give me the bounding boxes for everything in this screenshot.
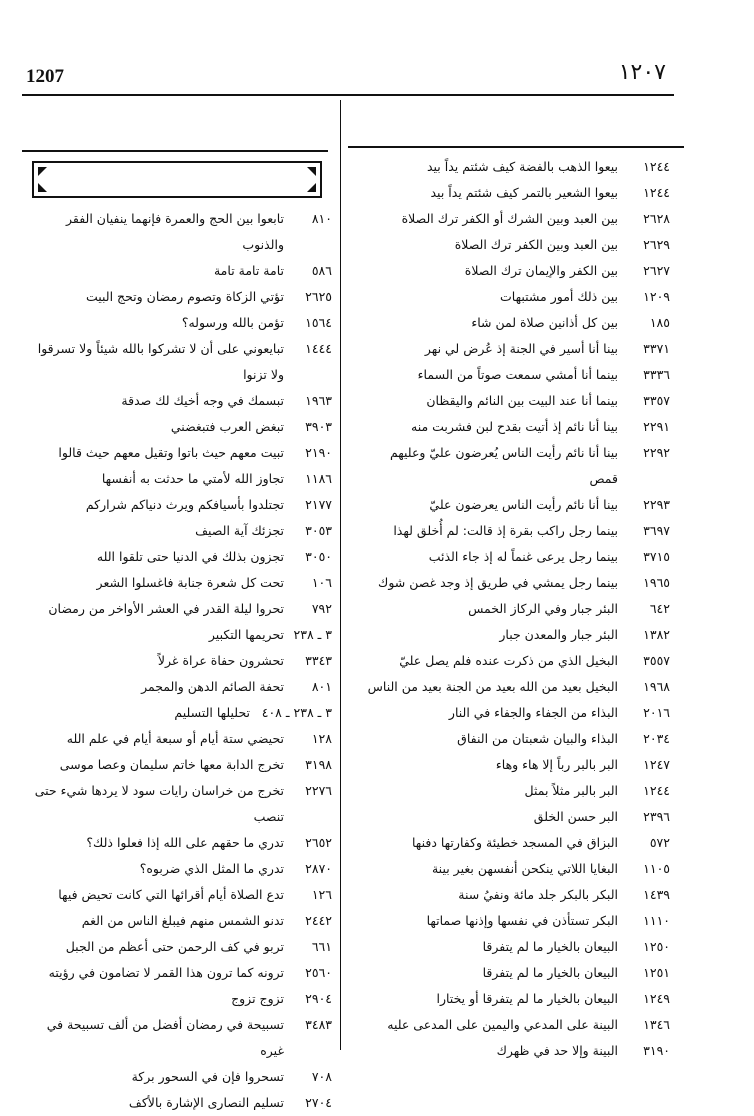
index-entry: [28, 986, 332, 1012]
entry-number: ٢٢٧٦: [305, 783, 332, 798]
index-entry: [28, 622, 332, 648]
index-entry: [360, 856, 670, 882]
entry-text: بين العبد وبين الكفر ترك الصلاة: [454, 237, 618, 252]
entry-number: ٨١٠: [311, 211, 332, 226]
entry-number: ٢٢٩٣: [643, 497, 670, 512]
entry-number: ٢٤٤٢: [305, 913, 332, 928]
entry-number: ١٥٦٤: [305, 315, 332, 330]
index-entry: [360, 258, 670, 284]
entry-text: تدري ما حقهم على الله إذا فعلوا ذلك؟: [86, 835, 284, 850]
entry-number: ١٣٤٦: [643, 1017, 670, 1032]
index-entry: [28, 1090, 332, 1116]
index-entry: [28, 674, 332, 700]
entry-text: بينا أنا أسير في الجنة إذ عُرض لي نهر: [424, 341, 618, 356]
index-entry: [360, 882, 670, 908]
entry-number: ٢٥٦٠: [305, 965, 332, 980]
entry-number: ١٢٥١: [643, 965, 670, 980]
index-entry: [360, 336, 670, 362]
index-entry: [28, 778, 332, 830]
entry-number: ٢٧٠٤: [305, 1095, 332, 1110]
entry-number: ١٢٦: [311, 887, 332, 902]
entry-text: البيعان بالخيار ما لم يتفرقا: [482, 939, 618, 954]
entry-text: بيعوا الذهب بالفضة كيف شئتم يداً بيد: [426, 159, 618, 174]
entry-number: ٢٦٢٩: [643, 237, 670, 252]
index-entry: [28, 466, 332, 492]
index-entry: [360, 674, 670, 700]
index-entry: [360, 804, 670, 830]
index-entry: [28, 960, 332, 986]
index-entry: [28, 258, 332, 284]
top-rule: [22, 94, 674, 96]
left-column-header-rule: [22, 150, 328, 152]
entry-number: ٣٣٤٣: [305, 653, 332, 668]
entry-text: بين ذلك أمور مشتبهات: [500, 289, 618, 304]
left-index-column: [28, 206, 332, 1116]
index-entry: [360, 648, 670, 674]
entry-text: تحشرون حفاة عراة غرلاً: [157, 653, 284, 668]
entry-text: تبسمك في وجه أخيك لك صدقة: [121, 393, 284, 408]
index-entry: [28, 206, 332, 258]
entry-number: ٦٤٢: [649, 601, 670, 616]
index-entry: [28, 856, 332, 882]
index-entry: [28, 1064, 332, 1090]
entry-text: تحليلها التسليم: [174, 705, 250, 720]
index-entry: [28, 440, 332, 466]
entry-number: ٢٢٩١: [643, 419, 670, 434]
entry-text: تسليم النصارى الإشارة بالأكف: [128, 1095, 284, 1110]
index-entry: [360, 414, 670, 440]
entry-text: تابعوا بين الحج والعمرة فإنهما ينفيان الفقر والذنوب: [66, 211, 284, 252]
index-entry: [360, 180, 670, 206]
entry-number: ١٩٦٥: [643, 575, 670, 590]
entry-number: ٣٣٧١: [643, 341, 670, 356]
section-header-frame: [32, 161, 322, 198]
entry-number: ٥٨٦: [311, 263, 332, 278]
entry-text: بينما رجل يرعى غنماً له إذ جاء الذئب: [428, 549, 618, 564]
index-entry: [28, 752, 332, 778]
entry-number: ٣٣٣٦: [643, 367, 670, 382]
entry-number: ١١١٠: [643, 913, 670, 928]
index-entry: [360, 232, 670, 258]
entry-number: ١١٨٦: [305, 471, 332, 486]
entry-number: ٣١٩٠: [643, 1043, 670, 1058]
right-index-column: [360, 154, 670, 1064]
entry-text: البينة على المدعي واليمين على المدعى عليه: [387, 1017, 618, 1032]
entry-number: ١٢٨: [311, 731, 332, 746]
entry-number: ١٢٥٠: [643, 939, 670, 954]
entry-number: ١٤٣٩: [643, 887, 670, 902]
entry-number: ٣ ـ ٢٣٨: [293, 627, 332, 642]
entry-number: ٨٠١: [311, 679, 332, 694]
index-entry: [360, 1012, 670, 1038]
column-divider: [340, 100, 341, 1050]
entry-number: ١١٠٥: [643, 861, 670, 876]
entry-number: ٢٠١٦: [643, 705, 670, 720]
entry-text: تزوج تزوج: [231, 991, 284, 1006]
entry-number: ١٠٦: [311, 575, 332, 590]
entry-text: البكر بالبكر جلد مائة ونفيُ سنة: [458, 887, 618, 902]
frame-corner-ornament: [38, 183, 47, 192]
entry-number: ٢٦٢٥: [305, 289, 332, 304]
right-column-header-rule: [348, 146, 684, 148]
entry-text: البخيل الذي من ذكرت عنده فلم يصل عليّ: [399, 653, 618, 668]
page-number-latin: 1207: [26, 66, 64, 87]
entry-number: ١٢٤٧: [643, 757, 670, 772]
entry-text: تحيضي ستة أيام أو سبعة أيام في علم الله: [66, 731, 284, 746]
index-entry: [360, 544, 670, 570]
entry-number: ٢١٧٧: [305, 497, 332, 512]
entry-text: بين الكفر والإيمان ترك الصلاة: [464, 263, 618, 278]
index-entry: [360, 440, 670, 492]
entry-number: ٥٧٢: [649, 835, 670, 850]
index-entry: [360, 284, 670, 310]
entry-text: تبايعوني على أن لا تشركوا بالله شيئاً ولا تسرقوا ولا تزنوا: [37, 341, 284, 382]
entry-text: تبيت معهم حيث باتوا وتقيل معهم حيث قالوا: [58, 445, 284, 460]
entry-number: ٢٦٢٨: [643, 211, 670, 226]
index-entry: [28, 336, 332, 388]
entry-number: ٣٠٥٠: [305, 549, 332, 564]
entry-number: ٣٦٩٧: [643, 523, 670, 538]
index-entry: [360, 206, 670, 232]
index-entry: [28, 414, 332, 440]
index-entry: [360, 596, 670, 622]
entry-text: بينما أنا أمشي سمعت صوتاً من السماء: [417, 367, 618, 382]
entry-number: ٣٩٠٣: [305, 419, 332, 434]
index-entry: [28, 934, 332, 960]
entry-number: ٧٠٨: [311, 1069, 332, 1084]
entry-text: البئر جبار وفي الركاز الخمس: [468, 601, 618, 616]
entry-number: ١٣٨٢: [643, 627, 670, 642]
entry-number: ١٢٠٩: [643, 289, 670, 304]
entry-number: ٣٥٥٧: [643, 653, 670, 668]
entry-text: تجزون بذلك في الدنيا حتى تلقوا الله: [96, 549, 284, 564]
index-entry: [360, 492, 670, 518]
entry-number: ٣٤٨٣: [305, 1017, 332, 1032]
entry-text: تامة تامة تامة: [213, 263, 284, 278]
index-entry: [28, 908, 332, 934]
index-entry: [360, 830, 670, 856]
entry-text: تجتلدوا بأسيافكم ويرث دنياكم شراركم: [85, 497, 284, 512]
entry-text: تربو في كف الرحمن حتى أعظم من الجبل: [65, 939, 284, 954]
entry-text: بينما أنا عند البيت بين النائم واليقظان: [426, 393, 618, 408]
entry-text: البئر جبار والمعدن جبار: [499, 627, 618, 642]
frame-corner-ornament: [307, 167, 316, 176]
index-entry: [360, 752, 670, 778]
entry-text: تجزئك آية الصيف: [195, 523, 284, 538]
entry-text: بين كل أذانين صلاة لمن شاء: [471, 315, 618, 330]
entry-text: تدع الصلاة أيام أقرائها التي كانت تحيض فيها: [58, 887, 284, 902]
entry-text: تدنو الشمس منهم فيبلغ الناس من الغم: [81, 913, 284, 928]
index-entry: [360, 986, 670, 1012]
entry-text: البر بالبر مثلاً بمثل: [524, 783, 618, 798]
index-entry: [360, 960, 670, 986]
entry-number: ٢٦٢٧: [643, 263, 670, 278]
index-entry: [28, 596, 332, 622]
entry-text: البر حسن الخلق: [533, 809, 618, 824]
entry-number: ١٢٤٤: [643, 159, 670, 174]
entry-number: ٢٩٠٤: [305, 991, 332, 1006]
entry-number: ٣٠٥٣: [305, 523, 332, 538]
entry-text: بينما رجل راكب بقرة إذ قالت: لم أُخلق لهذا: [393, 523, 618, 538]
entry-number: ٢٠٣٤: [643, 731, 670, 746]
index-entry: [28, 388, 332, 414]
index-entry: [360, 908, 670, 934]
entry-number: ٣ ـ ٢٣٨ ـ ٤٠٨: [261, 705, 332, 720]
entry-text: تحريمها التكبير: [208, 627, 284, 642]
entry-number: ٣٧١٥: [643, 549, 670, 564]
entry-text: البر بالبر رباً إلا هاء وهاء: [495, 757, 618, 772]
frame-corner-ornament: [307, 183, 316, 192]
entry-number: ٢١٩٠: [305, 445, 332, 460]
index-entry: [28, 726, 332, 752]
entry-number: ١٨٥: [649, 315, 670, 330]
entry-text: تؤتي الزكاة وتصوم رمضان وتحج البيت: [85, 289, 284, 304]
entry-number: ٢٦٥٢: [305, 835, 332, 850]
entry-text: بينا أنا نائم إذ أتيت بقدح لبن فشربت منه: [411, 419, 618, 434]
index-entry: [360, 622, 670, 648]
entry-number: ٣٣٥٧: [643, 393, 670, 408]
entry-text: تجاوز الله لأمتي ما حدثت به أنفسها: [101, 471, 284, 486]
index-entry: [360, 1038, 670, 1064]
index-entry: [360, 362, 670, 388]
index-entry: [28, 544, 332, 570]
entry-number: ٢٢٩٢: [643, 445, 670, 460]
index-entry: [28, 570, 332, 596]
entry-text: تسحروا فإن في السحور بركة: [131, 1069, 284, 1084]
index-entry: [28, 700, 332, 726]
entry-text: بينا أنا نائم رأيت الناس يُعرضون عليّ وعليهم قمص: [389, 445, 618, 486]
frame-corner-ornament: [38, 167, 47, 176]
entry-number: ١٢٤٩: [643, 991, 670, 1006]
index-entry: [360, 154, 670, 180]
index-entry: [28, 310, 332, 336]
entry-text: البيعان بالخيار ما لم يتفرقا أو يختارا: [436, 991, 618, 1006]
entry-number: ١٤٤٤: [305, 341, 332, 356]
entry-number: ٧٩٢: [311, 601, 332, 616]
entry-number: ١٢٤٤: [643, 783, 670, 798]
index-entry: [360, 726, 670, 752]
index-entry: [360, 934, 670, 960]
page-number-arabic: ١٢٠٧: [618, 60, 666, 85]
entry-text: بينما رجل يمشي في طريق إذ وجد غصن شوك: [378, 575, 618, 590]
entry-number: ٢٨٧٠: [305, 861, 332, 876]
entry-text: تحت كل شعرة جنابة فاغسلوا الشعر: [96, 575, 284, 590]
entry-text: بينا أنا نائم رأيت الناس يعرضون عليّ: [429, 497, 618, 512]
index-entry: [360, 518, 670, 544]
index-entry: [360, 310, 670, 336]
entry-text: البكر تستأذن في نفسها وإذنها صماتها: [426, 913, 618, 928]
index-entry: [360, 570, 670, 596]
index-entry: [28, 284, 332, 310]
entry-text: تدري ما المثل الذي ضربوه؟: [139, 861, 284, 876]
index-entry: [28, 882, 332, 908]
index-entry: [28, 648, 332, 674]
entry-text: تحفة الصائم الدهن والمجمر: [141, 679, 284, 694]
entry-text: البزاق في المسجد خطيئة وكفارتها دفنها: [412, 835, 618, 850]
entry-number: ١٩٦٨: [643, 679, 670, 694]
index-entry: [360, 700, 670, 726]
entry-text: البيعان بالخيار ما لم يتفرقا: [482, 965, 618, 980]
entry-text: تخرج من خراسان رايات سود لا يردها شيء حتى تنصب: [34, 783, 284, 824]
index-entry: [28, 492, 332, 518]
entry-text: البينة وإلا حد في ظهرك: [496, 1043, 618, 1058]
index-entry: [360, 388, 670, 414]
entry-number: ٣١٩٨: [305, 757, 332, 772]
entry-text: تحروا ليلة القدر في العشر الأواخر من رمضان: [48, 601, 284, 616]
entry-text: تخرج الدابة معها خاتم سليمان وعصا موسى: [59, 757, 284, 772]
entry-text: البخيل بعيد من الله بعيد من الجنة بعيد من الناس: [367, 679, 618, 694]
entry-text: البذاء والبيان شعبتان من النفاق: [457, 731, 618, 746]
entry-text: ترونه كما ترون هذا القمر لا تضامون في رؤيته: [48, 965, 284, 980]
entry-text: بيعوا الشعير بالتمر كيف شئتم يداً بيد: [430, 185, 618, 200]
entry-text: تؤمن بالله ورسوله؟: [181, 315, 284, 330]
index-entry: [28, 518, 332, 544]
entry-number: ٦٦١: [311, 939, 332, 954]
entry-text: تبغض العرب فتبغضني: [170, 419, 284, 434]
entry-number: ١٢٤٤: [643, 185, 670, 200]
entry-text: بين العبد وبين الشرك أو الكفر ترك الصلاة: [401, 211, 618, 226]
index-entry: [28, 1012, 332, 1064]
index-entry: [28, 830, 332, 856]
entry-number: ١٩٦٣: [305, 393, 332, 408]
entry-text: البذاء من الجفاء والجفاء في النار: [448, 705, 618, 720]
entry-number: ٢٣٩٦: [643, 809, 670, 824]
entry-text: تسبيحة في رمضان أفضل من ألف تسبيحة في غيره: [46, 1017, 284, 1058]
entry-text: البغايا اللاتي ينكحن أنفسهن بغير بينة: [431, 861, 618, 876]
index-entry: [360, 778, 670, 804]
